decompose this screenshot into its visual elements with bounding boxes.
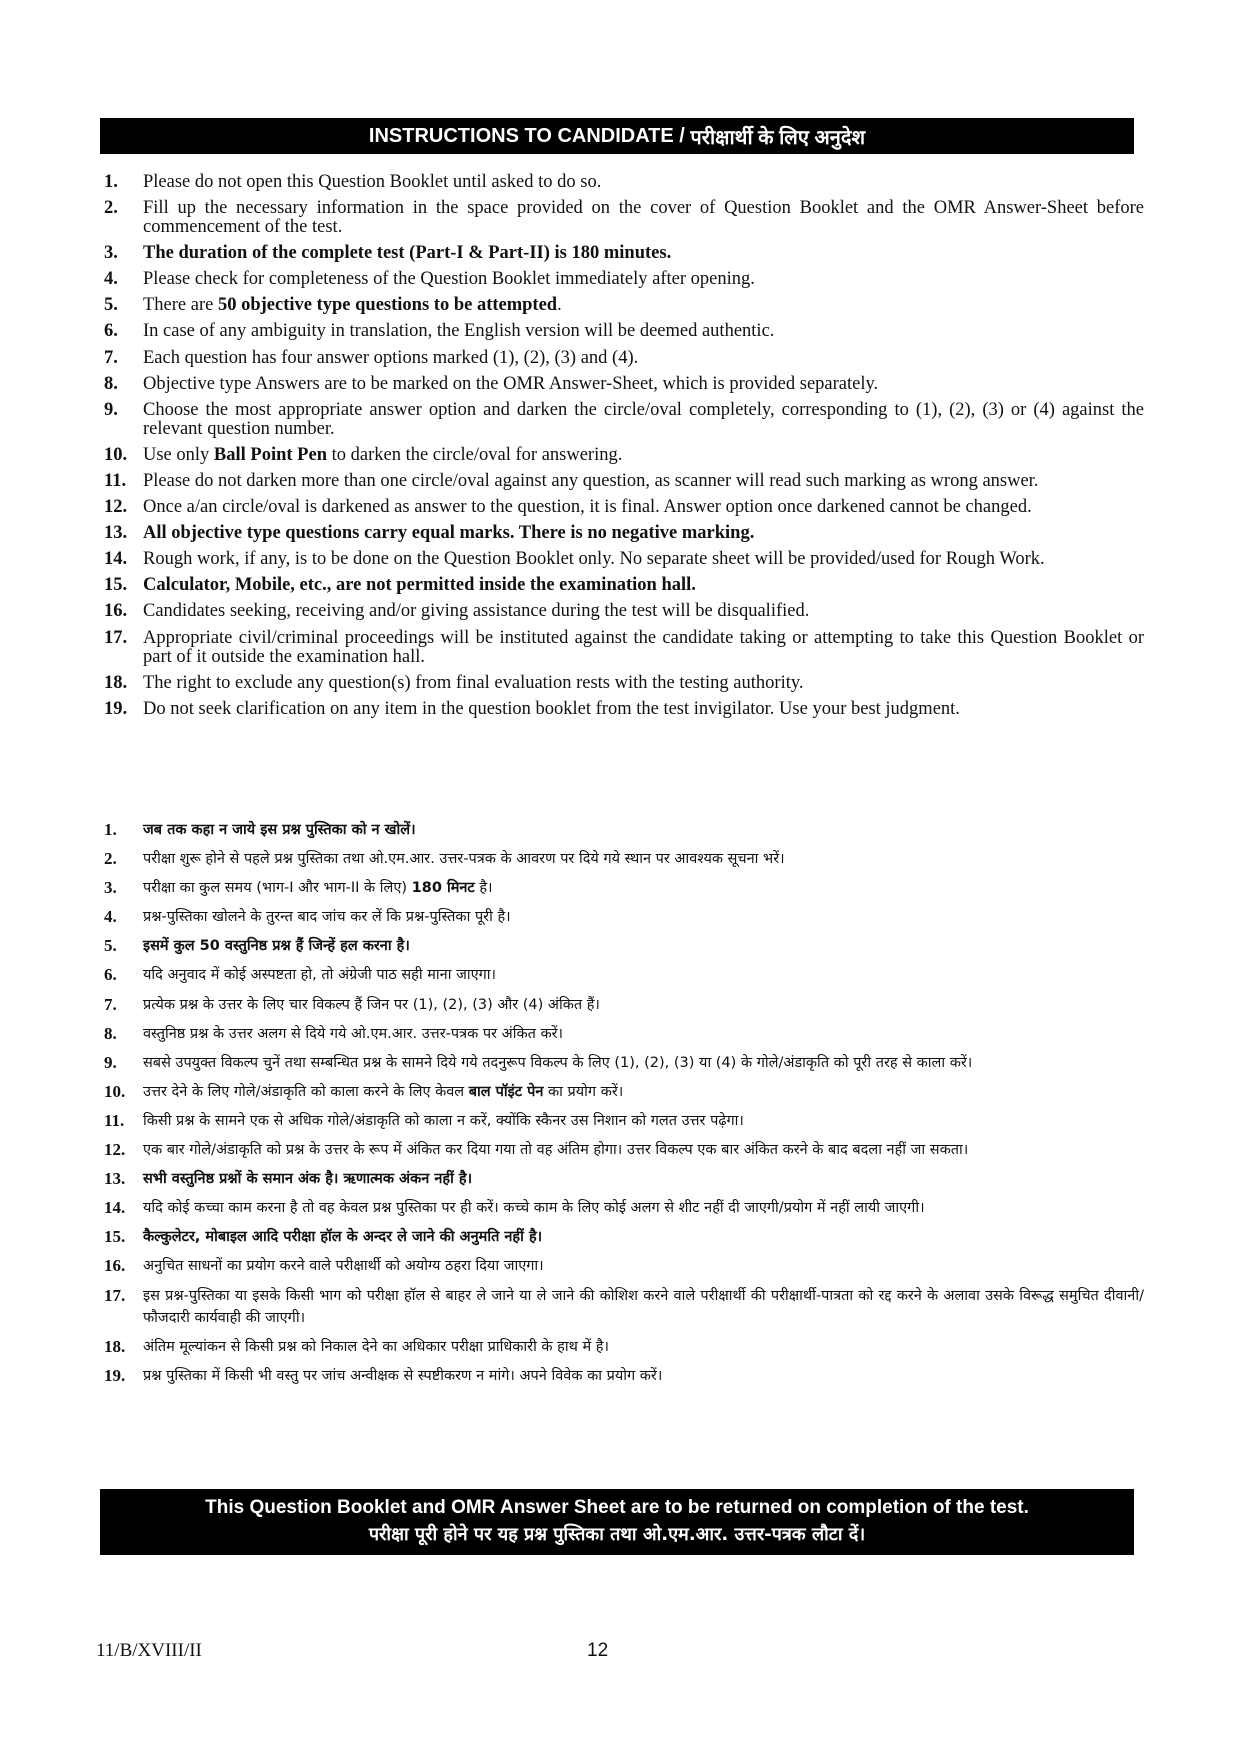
instruction-text [143, 472, 1144, 491]
instruction-item [104, 401, 1144, 439]
instructions-header [100, 118, 1134, 154]
instruction-text-pre: Candidates seeking, receiving and/or giving assistance during the test will be disqualified. [143, 601, 810, 622]
instruction-number: 4. [104, 269, 118, 290]
instruction-text [143, 700, 1144, 719]
instruction-text-pre: अनुचित साधनों का प्रयोग करने वाले परीक्षार्थी को अयोग्य ठहरा दिया जाएगा। [143, 1258, 544, 1275]
instruction-text [143, 1365, 1144, 1387]
instruction-number: 10. [104, 1081, 126, 1101]
instruction-number: 9. [104, 1052, 117, 1072]
instruction-text [143, 296, 1144, 315]
instruction-number: 3. [104, 878, 117, 898]
instruction-text-pre: वस्तुनिष्ठ प्रश्न के उत्तर अलग से दिये गये ओ.एम.आर. उत्तर-पत्रक पर अंकित करें। [143, 1025, 564, 1042]
instruction-text-bold: 180 मिनट [411, 880, 475, 897]
instruction-text [143, 524, 1144, 543]
instruction-item [104, 1081, 1144, 1103]
instruction-text-pre: परीक्षा शुरू होने से पहले प्रश्न पुस्तिका तथा ओ.एम.आर. उत्तर-पत्रक के आवरण पर दिये गये स्थान पर आवश्यक सूचना भरें। [143, 851, 785, 868]
instruction-number: 11. [104, 470, 127, 491]
instruction-number: 14. [104, 1198, 126, 1218]
instruction-item [104, 1226, 1144, 1248]
instruction-text-pre: There are [143, 295, 218, 316]
instruction-text [143, 964, 1144, 986]
instruction-item [104, 674, 1144, 693]
instruction-text-pre: उत्तर देने के लिए गोले/अंडाकृति को काला करने के लिए केवल [143, 1083, 469, 1100]
instruction-text-bold: All objective type questions carry equal marks. There is no negative marking. [143, 523, 755, 544]
instruction-number: 7. [104, 347, 118, 368]
instruction-text-post: का प्रयोग करें। [543, 1083, 624, 1100]
header-title-hi: परीक्षार्थी के लिए अनुदेश [690, 126, 866, 149]
instruction-number: 13. [104, 523, 128, 544]
instruction-number: 15. [104, 575, 128, 596]
instruction-number: 14. [104, 549, 128, 570]
instruction-number: 2. [104, 849, 117, 869]
english-instructions-list [104, 173, 1144, 726]
instruction-text [143, 550, 1144, 569]
instruction-number: 15. [104, 1227, 126, 1247]
instruction-text-pre: Please check for completeness of the Question Booklet immediately after opening. [143, 269, 755, 290]
instruction-item [104, 173, 1144, 192]
instruction-number: 6. [104, 965, 117, 985]
instruction-text [143, 322, 1144, 341]
instruction-number: 9. [104, 399, 118, 420]
instruction-text-post: है। [474, 880, 493, 897]
return-notice-en: This Question Booklet and OMR Answer Sheet are to be returned on completion of the test. [205, 1497, 1029, 1518]
instruction-text-post: . [557, 295, 562, 316]
instruction-item [104, 322, 1144, 341]
instruction-item [104, 819, 1144, 841]
instruction-text [143, 1336, 1144, 1358]
instruction-item [104, 576, 1144, 595]
instruction-text [143, 994, 1144, 1016]
instruction-text [143, 935, 1144, 957]
instruction-text-pre: Choose the most appropriate answer option and darken the circle/oval completely, corresponding to (1), (2), (3) or (4) against the relevant question number. [143, 399, 1144, 439]
instruction-text-pre: अंतिम मूल्यांकन से किसी प्रश्न को निकाल देने का अधिकार परीक्षा प्राधिकारी के हाथ में है। [143, 1338, 609, 1355]
instruction-number: 16. [104, 601, 128, 622]
instruction-item [104, 244, 1144, 263]
instruction-text [143, 1110, 1144, 1132]
instruction-item [104, 629, 1144, 667]
instruction-text-pre: Please do not open this Question Booklet until asked to do so. [143, 172, 602, 192]
instruction-text [143, 629, 1144, 667]
instruction-text-pre: प्रत्येक प्रश्न के उत्तर के लिए चार विकल्प हैं जिन पर (1), (2), (3) और (4) अंकित हैं। [143, 996, 600, 1013]
instruction-text [143, 375, 1144, 394]
instruction-text [143, 1052, 1144, 1074]
instruction-item [104, 550, 1144, 569]
instruction-text-pre: यदि अनुवाद में कोई अस्पष्टता हो, तो अंग्रेजी पाठ सही माना जाएगा। [143, 967, 497, 984]
instruction-number: 12. [104, 1140, 126, 1160]
instruction-text-pre: Objective type Answers are to be marked on the OMR Answer-Sheet, which is provided separately. [143, 373, 879, 394]
hindi-instructions-list [104, 819, 1144, 1394]
instruction-item [104, 994, 1144, 1016]
instruction-item [104, 472, 1144, 491]
instruction-item [104, 1197, 1144, 1219]
instruction-text [143, 199, 1144, 237]
instruction-text [143, 1255, 1144, 1277]
instruction-number: 1. [104, 172, 118, 192]
instruction-text-bold: बाल पॉइंट पेन [468, 1083, 544, 1100]
instruction-text [143, 270, 1144, 289]
instruction-text-bold: The duration of the complete test (Part-I & Part-II) is 180 minutes. [143, 243, 672, 264]
instruction-item [104, 1110, 1144, 1132]
instruction-text-pre: सबसे उपयुक्त विकल्प चुनें तथा सम्बन्धित प्रश्न के सामने दिये गये तदनुरूप विकल्प के लिए (1), (2), (3) या (4) के गोले/अंडाकृति को पूरी तरह से काला करें। [143, 1054, 973, 1071]
return-notice-banner [100, 1489, 1134, 1555]
instruction-item [104, 446, 1144, 465]
instruction-text-pre: इस प्रश्न-पुस्तिका या इसके किसी भाग को परीक्षा हॉल से बाहर ले जाने या ले जाने की कोशिश करने वाले परीक्षार्थी की परीक्षार्थी-पात्रता को रद्द करने के अलावा उसके विरूद्ध समुचित दीवानी/फौजदारी कार्यवाही की जाएगी। [143, 1287, 1144, 1326]
instruction-text [143, 576, 1144, 595]
instruction-text [143, 602, 1144, 621]
instruction-text-bold: जब तक कहा न जाये इस प्रश्न पुस्तिका को न खोलें। [143, 822, 416, 838]
instruction-text [143, 1023, 1144, 1045]
instruction-item [104, 877, 1144, 899]
instruction-number: 4. [104, 907, 117, 927]
instruction-number: 5. [104, 295, 118, 316]
instruction-number: 16. [104, 1256, 126, 1276]
instruction-item [104, 199, 1144, 237]
instruction-text-bold: कैल्कुलेटर, मोबाइल आदि परीक्षा हॉल के अन्दर ले जाने की अनुमति नहीं है। [143, 1229, 543, 1246]
instruction-text [143, 1081, 1144, 1103]
instruction-number: 19. [104, 698, 128, 719]
instruction-text-pre: In case of any ambiguity in translation, the English version will be deemed authentic. [143, 321, 775, 342]
instruction-text [143, 1168, 1144, 1190]
instruction-item [104, 296, 1144, 315]
instruction-text-pre: Once a/an circle/oval is darkened as answer to the question, it is final. Answer option once darkened cannot be changed. [143, 497, 1032, 518]
instruction-number: 5. [104, 936, 117, 956]
instruction-text-pre: Rough work, if any, is to be done on the Question Booklet only. No separate sheet will be provided/used for Rough Work. [143, 549, 1045, 570]
instruction-item [104, 375, 1144, 394]
instruction-item [104, 498, 1144, 517]
instruction-text-pre: The right to exclude any question(s) from final evaluation rests with the testing authority. [143, 672, 804, 693]
instruction-text [143, 349, 1144, 368]
instruction-number: 18. [104, 672, 128, 693]
instruction-number: 17. [104, 627, 128, 648]
instruction-number: 11. [104, 1110, 125, 1130]
instruction-text-pre: Appropriate civil/criminal proceedings will be instituted against the candidate taking or attempting to take this Question Booklet or part of it outside the examination hall. [143, 627, 1144, 667]
instruction-text [143, 498, 1144, 517]
instruction-text [143, 173, 1144, 192]
instruction-number: 12. [104, 497, 128, 518]
instruction-number: 7. [104, 994, 117, 1014]
instruction-item [104, 1285, 1144, 1329]
instruction-text-bold: सभी वस्तुनिष्ठ प्रश्नों के समान अंक है। ऋणात्मक अंकन नहीं है। [143, 1171, 473, 1188]
instruction-item [104, 1336, 1144, 1358]
instruction-number: 10. [104, 444, 128, 465]
instruction-text [143, 1285, 1144, 1329]
instruction-number: 8. [104, 1023, 117, 1043]
instruction-text-pre: Fill up the necessary information in the space provided on the cover of Question Booklet and the OMR Answer-Sheet before commencement of the test. [143, 198, 1144, 238]
instruction-text [143, 1226, 1144, 1248]
instruction-item [104, 964, 1144, 986]
instruction-item [104, 524, 1144, 543]
instruction-text-pre: एक बार गोले/अंडाकृति को प्रश्न के उत्तर के रूप में अंकित कर दिया गया तो वह अंतिम होगा। उत्तर विकल्प एक बार अंकित करने के बाद बदला नहीं जा सकता। [143, 1142, 969, 1159]
page-number: 12 [587, 1640, 609, 1661]
instruction-number: 17. [104, 1285, 126, 1305]
instruction-number: 18. [104, 1336, 126, 1356]
instruction-text-pre: Please do not darken more than one circle/oval against any question, as scanner will read such marking as wrong answer. [143, 470, 1039, 491]
instruction-item [104, 1023, 1144, 1045]
booklet-code: 11/B/XVIII/II [96, 1640, 202, 1661]
instruction-number: 13. [104, 1169, 126, 1189]
instruction-text [143, 1139, 1144, 1161]
instruction-text [143, 1197, 1144, 1219]
instruction-text-bold: इसमें कुल 50 वस्तुनिष्ठ प्रश्न हैं जिन्हें हल करना है। [143, 938, 410, 955]
instruction-item [104, 1139, 1144, 1161]
instruction-text [143, 848, 1144, 870]
instruction-text [143, 244, 1144, 263]
instruction-text-pre: परीक्षा का कुल समय (भाग-I और भाग-II के लिए) [143, 880, 412, 897]
instruction-item [104, 935, 1144, 957]
instruction-text-pre: Each question has four answer options marked (1), (2), (3) and (4). [143, 347, 639, 368]
instruction-item [104, 1168, 1144, 1190]
instruction-item [104, 349, 1144, 368]
instruction-text [143, 446, 1144, 465]
instruction-text [143, 401, 1144, 439]
instruction-number: 2. [104, 198, 118, 219]
instruction-text-pre: Do not seek clarification on any item in the question booklet from the test invigilator. Use your best judgment. [143, 698, 960, 719]
instruction-item [104, 1365, 1144, 1387]
instruction-item [104, 1052, 1144, 1074]
instruction-item [104, 848, 1144, 870]
instruction-text-post: to darken the circle/oval for answering. [326, 444, 623, 465]
return-notice-hi: परीक्षा पूरी होने पर यह प्रश्न पुस्तिका तथा ओ.एम.आर. उत्तर-पत्रक लौटा दें। [368, 1524, 866, 1545]
instruction-text-bold: Ball Point Pen [213, 444, 327, 465]
instruction-number: 8. [104, 373, 118, 394]
header-title-en: INSTRUCTIONS TO CANDIDATE / [368, 124, 685, 147]
instruction-text-pre: यदि कोई कच्चा काम करना है तो वह केवल प्रश्न पुस्तिका पर ही करें। कच्चे काम के लिए कोई अलग से शीट नहीं दी जाएगी/प्रयोग में नहीं लायी जाएगी। [143, 1200, 925, 1217]
instruction-text [143, 906, 1144, 928]
instruction-number: 6. [104, 321, 118, 342]
instruction-text [143, 819, 1144, 841]
instruction-text-pre: किसी प्रश्न के सामने एक से अधिक गोले/अंडाकृति को काला न करें, क्योंकि स्कैनर उस निशान को गलत उत्तर पढ़ेगा। [143, 1112, 744, 1129]
instruction-text-bold: 50 objective type questions to be attempted [217, 295, 558, 316]
instruction-item [104, 602, 1144, 621]
instruction-text-bold: Calculator, Mobile, etc., are not permitted inside the examination hall. [143, 575, 696, 596]
instruction-text [143, 877, 1144, 899]
instruction-item [104, 700, 1144, 719]
instruction-text-pre: प्रश्न पुस्तिका में किसी भी वस्तु पर जांच अन्वीक्षक से स्पष्टीकरण न मांगे। अपने विवेक का प्रयोग करें। [143, 1367, 663, 1384]
instruction-text-pre: प्रश्न-पुस्तिका खोलने के तुरन्त बाद जांच कर लें कि प्रश्न-पुस्तिका पूरी है। [143, 909, 511, 926]
instruction-number: 3. [104, 243, 118, 264]
instruction-item [104, 1255, 1144, 1277]
instruction-item [104, 906, 1144, 928]
instruction-number: 19. [104, 1365, 126, 1385]
instruction-text-pre: Use only [143, 444, 214, 465]
instruction-number: 1. [104, 820, 117, 839]
instruction-text [143, 674, 1144, 693]
instruction-item [104, 270, 1144, 289]
